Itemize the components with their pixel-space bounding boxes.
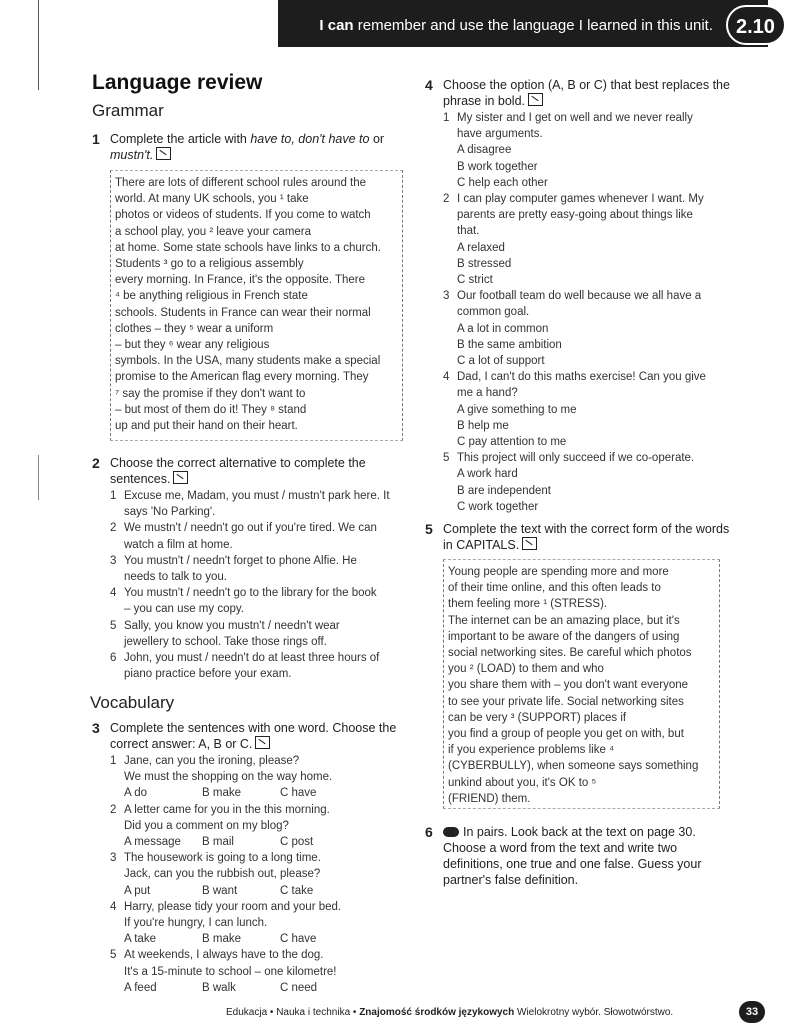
write-icon — [522, 537, 537, 550]
exercise-number: 3 — [92, 720, 100, 736]
exercise-5-text — [443, 559, 720, 809]
text-line: The internet can be an amazing place, but it's — [448, 614, 680, 627]
text-line: photos or videos of students. If you come to watch — [115, 209, 371, 222]
list-item — [110, 753, 410, 802]
answer-options — [124, 883, 410, 899]
text-line: (CYBERBULLY), when someone says something — [448, 760, 699, 773]
item-text: Jane, can you the ironing, please? — [124, 755, 300, 767]
item-text: – you can use my copy. — [124, 603, 244, 616]
text-line: of their time online, and this often leads to — [448, 582, 661, 595]
unit-badge: 2.10 — [726, 5, 786, 45]
unit-header-bar — [278, 0, 775, 47]
item-number: 5 — [110, 949, 117, 962]
item-text: Sally, you know you mustn't / needn't wear — [124, 619, 340, 632]
text-line: world. At many UK schools, you ¹ take — [115, 193, 309, 206]
item-text: have arguments. — [457, 128, 543, 141]
answer-option[interactable]: B want — [202, 884, 238, 897]
item-text: Our football team do well because we all have a — [457, 290, 702, 303]
text-line: you share them with – you don't want everyone — [448, 679, 689, 692]
item-number: 3 — [110, 852, 117, 865]
answer-option[interactable]: A disagree — [457, 144, 512, 157]
answer-option[interactable]: A give something to me — [457, 403, 577, 416]
text-line: to see your private life. Social networking sites — [448, 695, 684, 708]
item-text: I can play computer games whenever I want. My — [457, 193, 704, 206]
item-text: My sister and I get on well and we never really — [457, 112, 693, 124]
answer-option[interactable]: C post — [280, 836, 314, 849]
item-number: 4 — [443, 371, 450, 384]
text-line: social networking sites. Be careful which photos — [448, 647, 692, 660]
list-item — [110, 850, 410, 899]
answer-option[interactable]: C strict — [457, 274, 493, 287]
item-number: 4 — [110, 900, 117, 913]
item-text: common goal. — [457, 306, 530, 319]
list-item — [110, 585, 410, 617]
answer-option[interactable]: A a lot in common — [457, 322, 549, 335]
item-number: 4 — [110, 587, 117, 600]
exercise-2-instruction: 2 Choose the correct alternative to complete the sentences. — [92, 455, 366, 486]
exercise-5-instruction: 5 Complete the text with the correct form of the words in CAPITALS. — [425, 521, 730, 552]
item-text: A letter came for you in the this morning. — [124, 803, 330, 816]
item-text: This project will only succeed if we co-operate. — [457, 452, 695, 465]
list-item — [110, 488, 410, 520]
answer-options — [124, 785, 410, 801]
item-text: needs to talk to you. — [124, 571, 227, 584]
page-footer: Edukacja • Nauka i technika • Znajomość środków językowych Wielokrotny wybór. Słowotwórstwo. — [226, 1007, 674, 1018]
item-number: 3 — [110, 554, 117, 567]
item-text: John, you must / needn't do at least three hours of — [124, 652, 380, 665]
item-number: 2 — [443, 193, 450, 206]
text-line: if you experience problems like ⁴ — [448, 744, 615, 757]
text-line: promise to the American flag every morning. They — [115, 371, 369, 384]
text-line: a school play, you ² leave your camera — [115, 225, 312, 238]
item-text: Harry, please tidy your room and your bed. — [124, 900, 342, 913]
text-line: symbols. In the USA, many students make a special — [115, 355, 381, 368]
answer-option[interactable]: C pay attention to me — [457, 436, 567, 449]
text-line: schools. Students in France can wear their normal — [115, 306, 371, 319]
text-line: ⁴ be anything religious in French state — [115, 290, 308, 303]
exercise-4-instruction: 4 Choose the option (A, B or C) that best replaces the phrase in bold. — [425, 77, 730, 108]
text-line: at home. Some state schools have links to a church. — [115, 241, 381, 254]
exercise-number: 2 — [92, 455, 100, 471]
answer-option[interactable]: A do — [124, 787, 148, 800]
item-text: You mustn't / needn't forget to phone Alfie. He — [124, 554, 357, 567]
write-icon — [173, 471, 188, 484]
write-icon — [255, 736, 270, 749]
item-number: 5 — [110, 619, 117, 632]
item-number: 5 — [443, 452, 450, 465]
item-text: Excuse me, Madam, you must / mustn't park here. It — [124, 490, 390, 502]
answer-option[interactable]: A put — [124, 884, 151, 897]
list-item — [110, 899, 410, 948]
scan-edge-line — [38, 455, 39, 500]
exercise-number: 4 — [425, 77, 433, 93]
header-text: I can remember and use the language I learned in this unit. — [319, 17, 713, 34]
list-item — [110, 520, 410, 552]
write-icon — [156, 147, 171, 160]
answer-options — [124, 980, 410, 996]
text-line: clothes – they ⁵ wear a uniform — [115, 322, 274, 335]
text-line: There are lots of different school rules around the — [115, 177, 367, 189]
answer-option[interactable]: A message — [124, 836, 181, 849]
list-item — [110, 802, 410, 851]
answer-option[interactable]: C work together — [457, 500, 539, 513]
item-text: Did you a comment on my blog? — [124, 819, 289, 832]
page-number: 33 — [739, 1001, 765, 1023]
list-item — [110, 947, 410, 996]
item-text: watch a film at home. — [124, 538, 233, 551]
write-icon — [528, 93, 543, 106]
scan-edge-line — [38, 0, 39, 90]
exercise-2-items — [110, 488, 410, 682]
list-item — [443, 369, 733, 450]
vocabulary-heading: Vocabulary — [90, 693, 175, 712]
item-text: The housework is going to a long time. — [124, 852, 321, 865]
answer-option[interactable]: A feed — [124, 981, 157, 994]
exercise-number: 5 — [425, 521, 433, 537]
item-text: It's a 15-minute to school – one kilometre! — [124, 965, 337, 978]
exercise-1-article — [110, 170, 403, 441]
exercise-3-items — [110, 753, 410, 996]
answer-option[interactable]: C have — [280, 787, 317, 800]
exercise-number: 6 — [425, 824, 433, 840]
exercise-3-instruction: 3 Complete the sentences with one word. Choose the correct answer: A, B or C. — [92, 720, 397, 751]
answer-option[interactable]: B work together — [457, 160, 538, 173]
list-item — [110, 650, 410, 682]
item-text: At weekends, I always have to the dog. — [124, 949, 324, 962]
text-line: can be very ³ (SUPPORT) places if — [448, 711, 627, 724]
text-line: Young people are spending more and more — [448, 566, 669, 578]
answer-option[interactable]: C take — [280, 884, 314, 897]
page-title: Language review — [92, 71, 263, 94]
item-number: 3 — [443, 290, 450, 303]
item-text: If you're hungry, I can lunch. — [124, 917, 268, 930]
answer-options — [124, 931, 410, 947]
answer-option[interactable]: B the same ambition — [457, 338, 562, 351]
item-number: 2 — [110, 803, 117, 816]
text-line: you ² (LOAD) to them and who — [448, 663, 604, 676]
answer-option[interactable]: C a lot of support — [457, 355, 545, 368]
exercise-4-items — [443, 110, 733, 515]
list-item — [443, 288, 733, 369]
text-line: important to be aware of the dangers of using — [448, 630, 680, 643]
item-text: jewellery to school. Take those rings off. — [124, 635, 327, 648]
exercise-number: 1 — [92, 131, 100, 147]
item-text: piano practice before your exam. — [124, 668, 292, 681]
item-text: Jack, can you the rubbish out, please? — [124, 868, 321, 881]
answer-option[interactable]: B make — [202, 933, 241, 946]
list-item — [443, 450, 733, 515]
text-line: them feeling more ¹ (STRESS). — [448, 598, 608, 611]
text-line: ⁷ say the promise if they don't want to — [115, 387, 306, 400]
item-text: parents are pretty easy-going about things like — [457, 209, 693, 222]
text-line: every morning. In France, it's the opposite. There — [115, 274, 365, 287]
answer-options — [124, 834, 410, 850]
list-item — [110, 618, 410, 650]
answer-option[interactable]: B stressed — [457, 257, 512, 270]
answer-option[interactable]: B help me — [457, 419, 509, 432]
text-line: you find a group of people you get on with, but — [448, 728, 684, 741]
item-number: 2 — [110, 522, 117, 535]
grammar-heading: Grammar — [92, 101, 164, 120]
answer-option[interactable]: A work hard — [457, 468, 518, 481]
list-item — [443, 110, 733, 191]
item-number: 1 — [443, 112, 450, 124]
item-number: 6 — [110, 652, 117, 665]
text-line: – but they ⁶ wear any religious — [115, 339, 270, 352]
item-number: 1 — [110, 490, 117, 502]
exercise-6-instruction: 6 In pairs. Look back at the text on page 30. Choose a word from the text and write two definitions, one true and one false. Guess your partner's false definition. — [425, 824, 702, 887]
item-text: You mustn't / needn't go to the library for the book — [124, 587, 377, 600]
answer-option[interactable]: B walk — [202, 981, 236, 994]
item-text: says 'No Parking'. — [124, 506, 216, 519]
exercise-1-instruction: 1 Complete the article with have to, don't have to or mustn't. — [92, 131, 385, 162]
answer-option[interactable]: C need — [280, 981, 318, 994]
answer-option[interactable]: A take — [124, 933, 156, 946]
answer-option[interactable]: C have — [280, 933, 317, 946]
text-line: – but most of them do it! They ⁸ stand — [115, 403, 307, 416]
text-line: Students ³ go to a religious assembly — [115, 258, 304, 271]
text-line: unkind about you, it's OK to ⁵ — [448, 776, 597, 789]
answer-option[interactable]: B mail — [202, 836, 234, 849]
item-text: We mustn't / needn't go out if you're tired. We can — [124, 522, 377, 535]
item-number: 1 — [110, 755, 117, 767]
text-line: up and put their hand on their heart. — [115, 420, 298, 433]
item-text: We must the shopping on the way home. — [124, 771, 333, 784]
list-item — [443, 191, 733, 288]
answer-option[interactable]: A relaxed — [457, 241, 505, 254]
text-line: (FRIEND) them. — [448, 792, 531, 805]
list-item — [110, 553, 410, 585]
answer-option[interactable]: B make — [202, 787, 241, 800]
answer-option[interactable]: B are independent — [457, 484, 551, 497]
answer-option[interactable]: C help each other — [457, 176, 548, 189]
item-text: me a hand? — [457, 387, 518, 400]
speech-bubble-icon — [443, 827, 459, 837]
item-text: Dad, I can't do this maths exercise! Can you give — [457, 371, 706, 384]
item-text: that. — [457, 225, 480, 238]
